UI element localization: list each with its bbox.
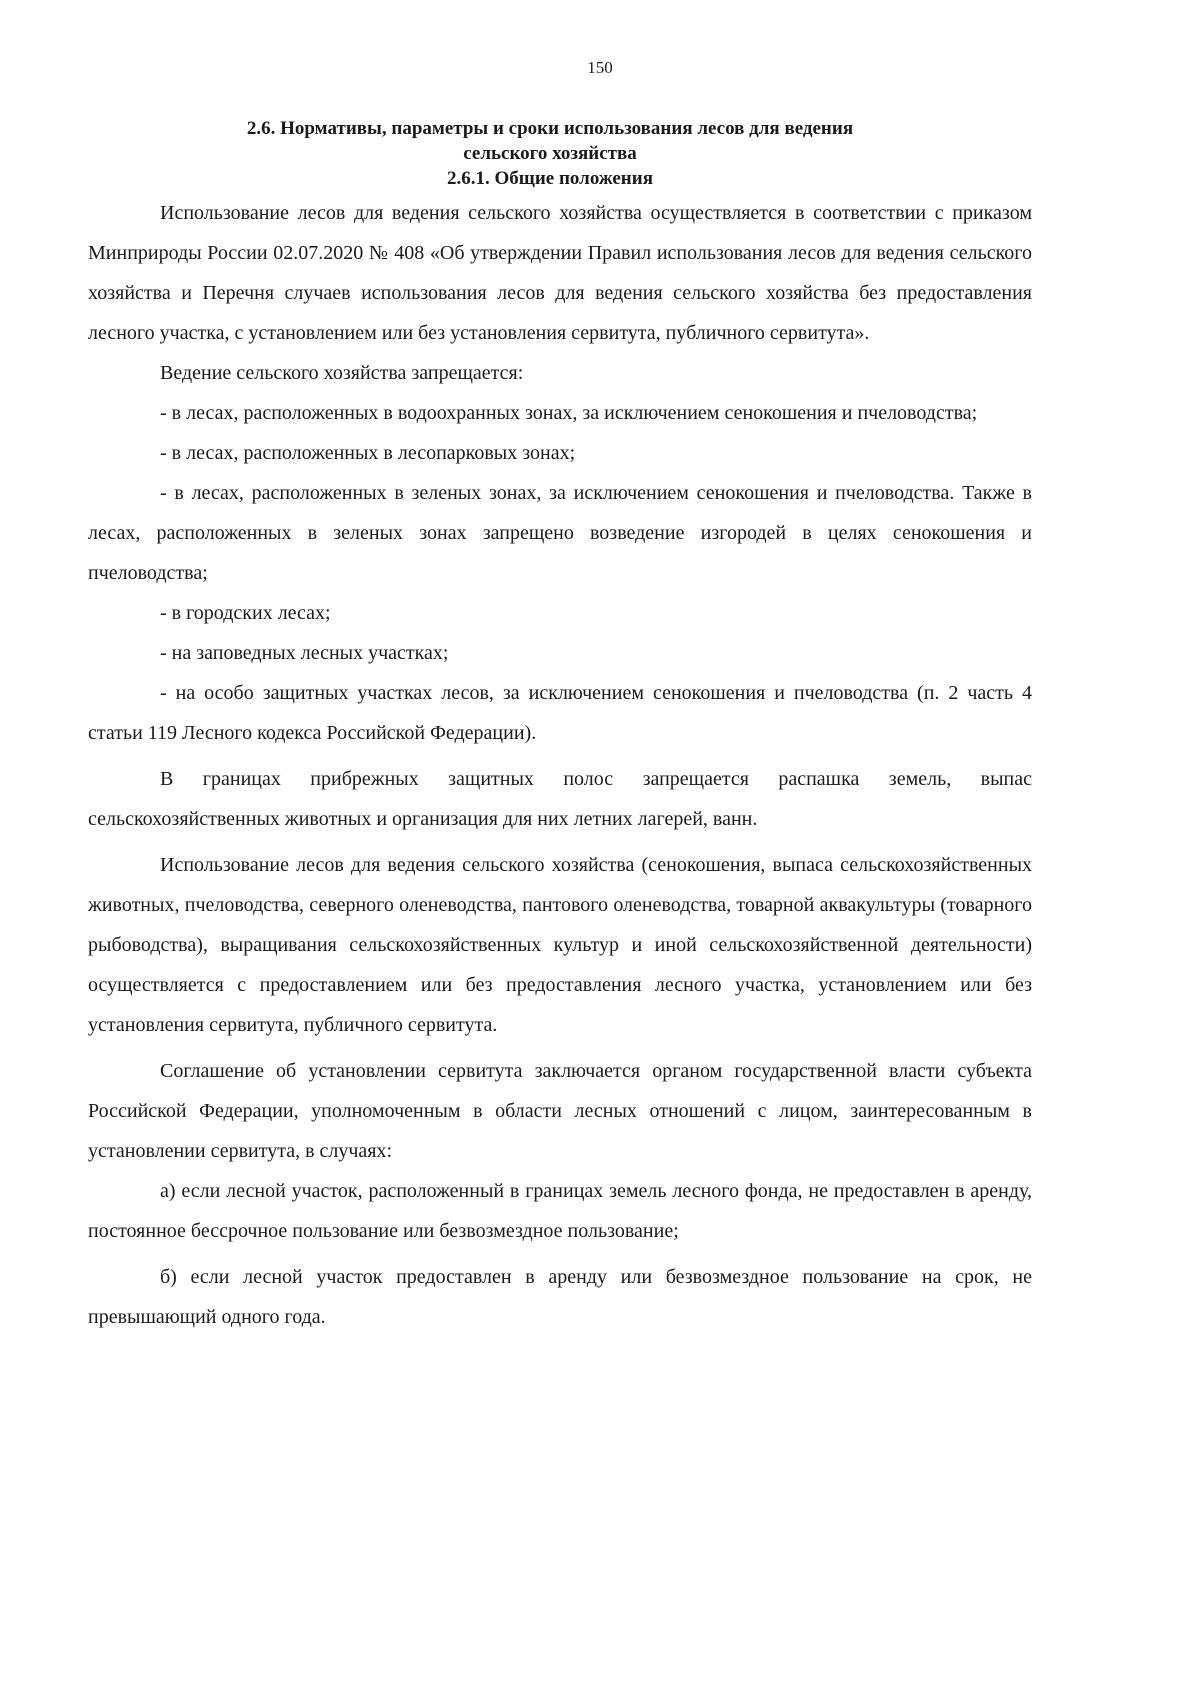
list-item-urban-forests: - в городских лесах;: [160, 602, 331, 624]
document-body: [88, 193, 1032, 1337]
paragraph-prohibition-lead: Ведение сельского хозяйства запрещается:: [160, 362, 524, 384]
list-item-specially-protected: - на особо защитных участках лесов, за исключением сенокошения и пчеловодства (п. 2 часть 4 статьи 119 Лесного кодекса Российской Федерации).: [88, 682, 1032, 744]
paragraph-intro: Использование лесов для ведения сельского хозяйства осуществляется в соответствии с приказом Минприроды России 02.07.2020 № 408 «Об утверждении Правил использования лесов для ведения сельского хозяйства и Перечня случаев использования лесов для ведения сельского хозяйства без предоставления лесного участка, с установлением или без установления сервитута, публичного сервитута».: [88, 202, 1032, 344]
list-item-forest-park-zones: - в лесах, расположенных в лесопарковых зонах;: [160, 442, 576, 464]
list-item-green-zones: - в лесах, расположенных в зеленых зонах, за исключением сенокошения и пчеловодства. Также в лесах, расположенных в зеленых зонах запрещено возведение изгородей в целях сенокошения и пчеловодства;: [88, 482, 1032, 584]
list-item-case-a: а) если лесной участок, расположенный в границах земель лесного фонда, не предоставлен в аренду, постоянное бессрочное пользование или безвозмездное пользование;: [88, 1180, 1032, 1242]
list-item-reserved-plots: - на заповедных лесных участках;: [160, 642, 449, 664]
paragraph-coastal-strips: В границах прибрежных защитных полос запрещается распашка земель, выпас сельскохозяйственных животных и организация для них летних лагерей, ванн.: [88, 768, 1032, 830]
page-number: 150: [587, 58, 613, 77]
list-item-water-protection-zones: - в лесах, расположенных в водоохранных зонах, за исключением сенокошения и пчеловодства;: [160, 402, 978, 424]
paragraph-servitude-agreement: Соглашение об установлении сервитута заключается органом государственной власти субъекта Российской Федерации, уполномоченным в области лесных отношений с лицом, заинтересованным в установлении сервитута, в случаях:: [88, 1060, 1032, 1162]
section-heading: [160, 116, 940, 191]
list-item-case-b: б) если лесной участок предоставлен в аренду или безвозмездное пользование на срок, не превышающий одного года.: [88, 1266, 1032, 1328]
subsection-title: 2.6.1. Общие положения: [447, 168, 653, 189]
section-title-line-2: сельского хозяйства: [463, 143, 637, 164]
section-title-line-1: 2.6. Нормативы, параметры и сроки использования лесов для ведения: [246, 118, 854, 139]
paragraph-agricultural-use: Использование лесов для ведения сельского хозяйства (сенокошения, выпаса сельскохозяйственных животных, пчеловодства, северного оленеводства, пантового оленеводства, товарной аквакультуры (товарного рыбоводства), выращивания сельскохозяйственных культур и иной сельскохозяйственной деятельности) осуществляется с предоставлением или без предоставления лесного участка, установлением или без установления сервитута, публичного сервитута.: [88, 854, 1032, 1036]
